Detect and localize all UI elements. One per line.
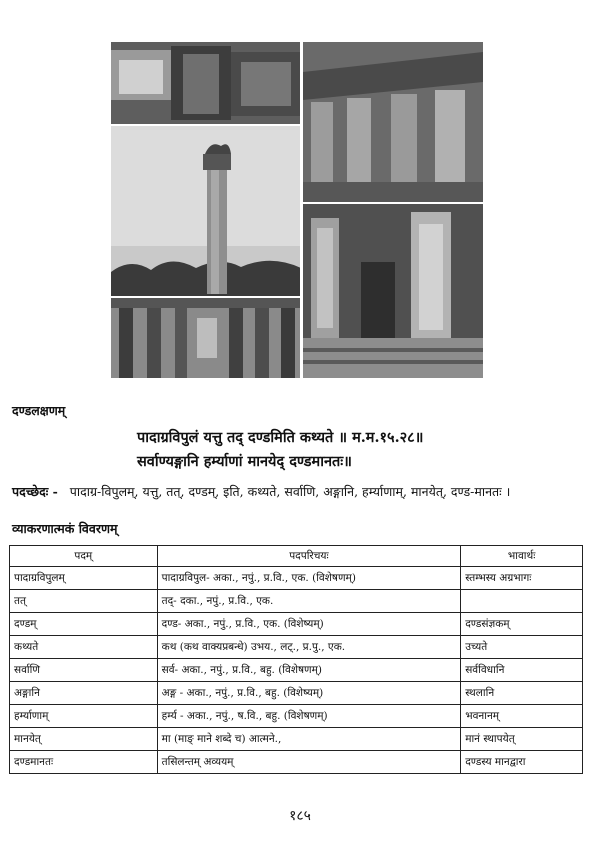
cell-bhavartha: सर्वविधानि	[461, 659, 583, 682]
table-row	[10, 659, 583, 682]
cell-bhavartha: दण्डसंज्ञकम्	[461, 613, 583, 636]
cell-padaparichaya: तसिलन्तम् अव्ययम्	[157, 751, 461, 774]
cell-bhavartha	[461, 590, 583, 613]
page-number: १८५	[289, 808, 311, 824]
grammar-heading: व्याकरणात्मकं विवरणम्	[12, 521, 118, 536]
padaccheda-text: पादाग्र-विपुलम्, यत्तु, तत्, दण्डम्, इति, कथ्यते, सर्वाणि, अङ्गानि, हर्म्याणाम्, मानयेत्, दण्ड-मानतः ।	[69, 484, 511, 499]
cell-padaparichaya: अङ्ग - अका., नपुं., प्र.वि., बहु. (विशेष्यम्)	[157, 682, 461, 705]
cell-bhavartha: स्थलानि	[461, 682, 583, 705]
cell-padaparichaya: मा (माङ् माने शब्दे च) आत्मने.,	[157, 728, 461, 751]
cell-padaparichaya: हर्म्य - अका., नपुं., ष.वि., बहु. (विशेषणम्)	[157, 705, 461, 728]
cell-padam: कथ्यते	[10, 636, 158, 659]
header-padaparichaya: पदपरिचयः	[157, 546, 461, 567]
cell-bhavartha: उच्यते	[461, 636, 583, 659]
section-heading: दण्डलक्षणम्	[12, 403, 66, 418]
cell-padaparichaya: दण्ड- अका., नपुं., प्र.वि., एक. (विशेष्यम्)	[157, 613, 461, 636]
cell-padaparichaya: पादाग्रविपुल- अका., नपुं., प्र.वि., एक. (विशेषणम्)	[157, 567, 461, 590]
header-padam: पदम्	[10, 546, 158, 567]
cell-padam: पादाग्रविपुलम्	[10, 567, 158, 590]
table-row	[10, 682, 583, 705]
cell-padaparichaya: सर्व- अका., नपुं., प्र.वि., बहु. (विशेषणम्)	[157, 659, 461, 682]
table-row	[10, 613, 583, 636]
grammar-table	[9, 545, 583, 774]
cell-padaparichaya: तद्- दका., नपुं., प्र.वि., एक.	[157, 590, 461, 613]
verse-line-1: पादाग्रविपुलं यत्तु तद् दण्डमिति कथ्यते ॥ म.म.१५.२८॥	[137, 429, 424, 446]
padaccheda	[12, 483, 510, 500]
cell-bhavartha: स्तम्भस्य अग्रभागः	[461, 567, 583, 590]
cell-bhavartha: दण्डस्य मानद्वारा	[461, 751, 583, 774]
table-row	[10, 636, 583, 659]
cell-bhavartha: भवनानम्	[461, 705, 583, 728]
table-row	[10, 590, 583, 613]
padaccheda-label: पदच्छेदः -	[12, 484, 58, 499]
table-row	[10, 705, 583, 728]
table-row	[10, 567, 583, 590]
cell-bhavartha: मानं स्थापयेत्	[461, 728, 583, 751]
verse-line-2: सर्वाण्यङ्गानि हर्म्याणां मानयेद् दण्डमानतः॥	[137, 453, 352, 470]
temple-photo-collage	[111, 42, 483, 378]
cell-padam: सर्वाणि	[10, 659, 158, 682]
cell-padam: मानयेत्	[10, 728, 158, 751]
table-header-row	[10, 546, 583, 567]
cell-padam: अङ्गानि	[10, 682, 158, 705]
collage-graphic	[111, 42, 483, 378]
cell-padam: हर्म्याणाम्	[10, 705, 158, 728]
cell-padam: तत्	[10, 590, 158, 613]
table-row	[10, 751, 583, 774]
header-bhavartha: भावार्थः	[461, 546, 583, 567]
cell-padaparichaya: कथ (कथ वाक्यप्रबन्धे) उभय., लट्., प्र.पु., एक.	[157, 636, 461, 659]
cell-padam: दण्डम्	[10, 613, 158, 636]
cell-padam: दण्डमानतः	[10, 751, 158, 774]
table-row	[10, 728, 583, 751]
